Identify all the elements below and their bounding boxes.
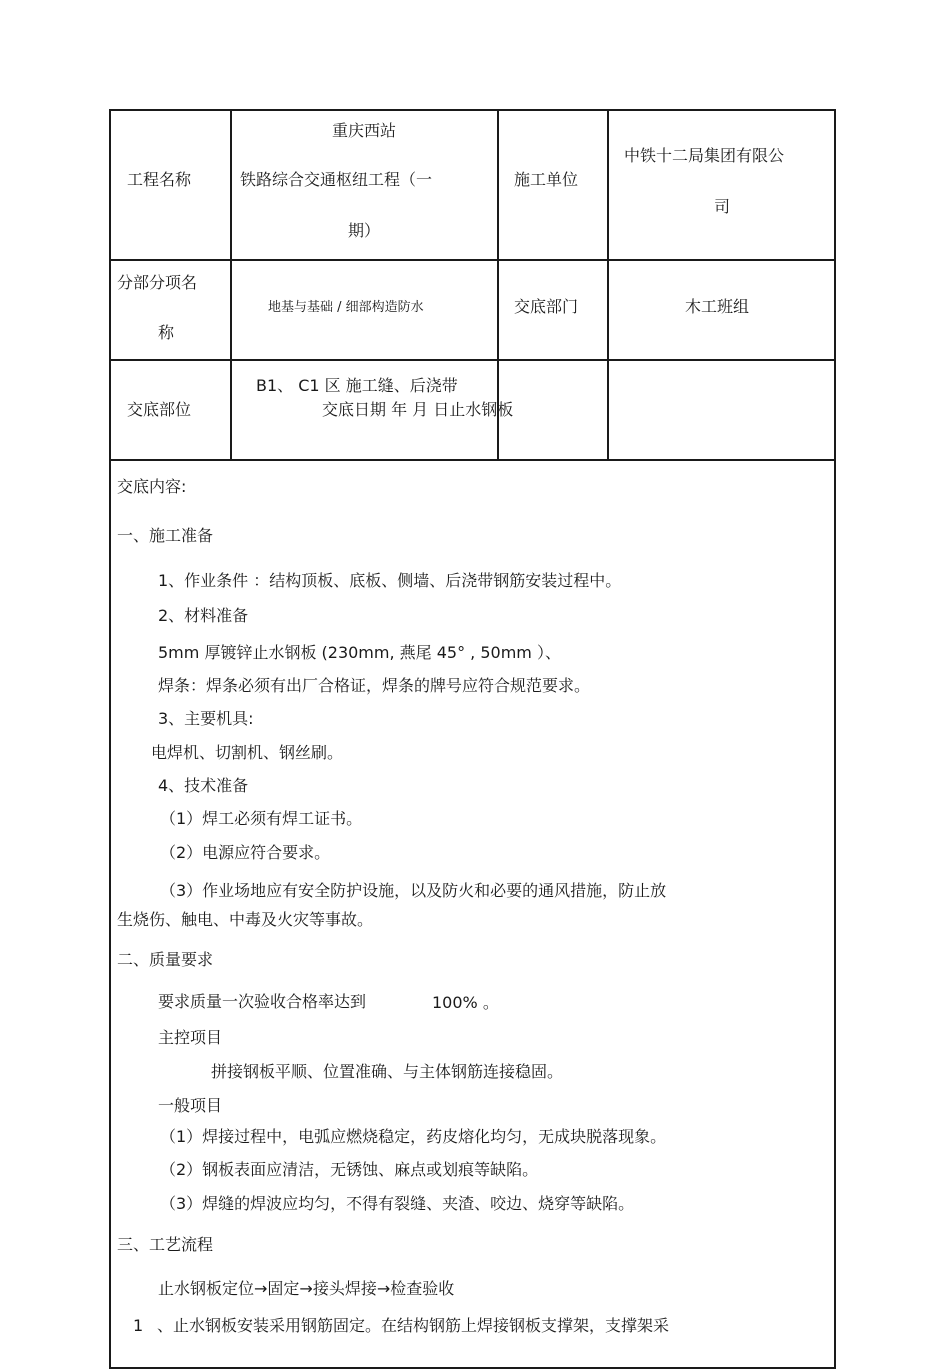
s3-line-2-number: 1 — [133, 1316, 144, 1335]
subitem-label-line2: 称 — [158, 323, 175, 342]
project-name-line3: 期） — [347, 221, 380, 240]
department-label: 交底部门 — [514, 297, 579, 316]
s3-line-2: 、止水钢板安装采用钢筋固定。在结构钢筋上焊接钢板支撑架，支撑架采 — [157, 1316, 670, 1335]
department-value: 木工班组 — [684, 297, 749, 316]
construction-unit-line1: 中铁十二局集团有限公 — [624, 146, 785, 165]
date-and-item: 交底日期 年 月 日止水钢板 — [322, 400, 514, 419]
s1-line-11: 生烧伤、触电、中毒及火灾等事故。 — [117, 910, 374, 929]
s1-line-8: （1）焊工必须有焊工证书。 — [160, 809, 363, 828]
s2-line-5: （1）焊接过程中，电弧应燃烧稳定，药皮熔化均匀，无成块脱落现象。 — [160, 1127, 667, 1146]
s1-line-9: （2）电源应符合要求。 — [160, 843, 331, 862]
project-name-line2: 铁路综合交通枢纽工程（一 — [240, 170, 433, 189]
location-value: B1、 C1 区 施工缝、后浇带 — [256, 376, 458, 395]
s1-line-2: 2、材料准备 — [158, 606, 249, 625]
s1-line-5: 3、主要机具: — [158, 709, 254, 728]
s2-line-3: 拼接钢板平顺、位置准确、与主体钢筋连接稳固。 — [211, 1062, 564, 1081]
s1-line-3: 5mm 厚镀锌止水钢板 (230mm, 燕尾 45° , 50mm ）、 — [158, 643, 561, 662]
row-divider-3 — [109, 459, 836, 461]
s1-line-4: 焊条：焊条必须有出厂合格证，焊条的牌号应符合规范要求。 — [158, 676, 591, 695]
construction-unit-label: 施工单位 — [514, 170, 579, 189]
s1-line-10: （3）作业场地应有安全防护设施，以及防火和必要的通风措施，防止放 — [160, 881, 667, 900]
project-name-label: 工程名称 — [127, 170, 192, 189]
col-divider-3 — [607, 109, 609, 461]
s3-line-1: 止水钢板定位→固定→接头焊接→检查验收 — [158, 1279, 455, 1298]
row-divider-2 — [109, 359, 836, 361]
section-3-title: 三、工艺流程 — [117, 1235, 214, 1254]
subitem-label-line1: 分部分项名 — [117, 273, 198, 292]
s1-line-6: 电焊机、切割机、钢丝刷。 — [151, 743, 344, 762]
location-label: 交底部位 — [127, 400, 192, 419]
s2-line-4: 一般项目 — [158, 1096, 223, 1115]
section-2-title: 二、质量要求 — [117, 950, 214, 969]
section-1-title: 一、施工准备 — [117, 526, 214, 545]
row-divider-1 — [109, 259, 836, 261]
s2-line-1-value: 100% 。 — [432, 993, 499, 1012]
s1-line-1: 1、作业条件 ：结构顶板、底板、侧墙、后浇带钢筋安装过程中。 — [158, 571, 622, 590]
s1-line-7: 4、技术准备 — [158, 776, 249, 795]
subitem-value: 地基与基础 / 细部构造防水 — [268, 300, 424, 315]
content-heading: 交底内容: — [117, 477, 187, 496]
s2-line-7: （3）焊缝的焊波应均匀，不得有裂缝、夹渣、咬边、烧穿等缺陷。 — [160, 1194, 635, 1213]
s2-line-1: 要求质量一次验收合格率达到 — [158, 992, 367, 1011]
project-name-line1: 重庆西站 — [331, 121, 396, 140]
construction-unit-line2: 司 — [713, 197, 730, 216]
s2-line-6: （2）钢板表面应清洁，无锈蚀、麻点或划痕等缺陷。 — [160, 1160, 539, 1179]
col-divider-1 — [230, 109, 232, 461]
s2-line-2: 主控项目 — [158, 1028, 223, 1047]
